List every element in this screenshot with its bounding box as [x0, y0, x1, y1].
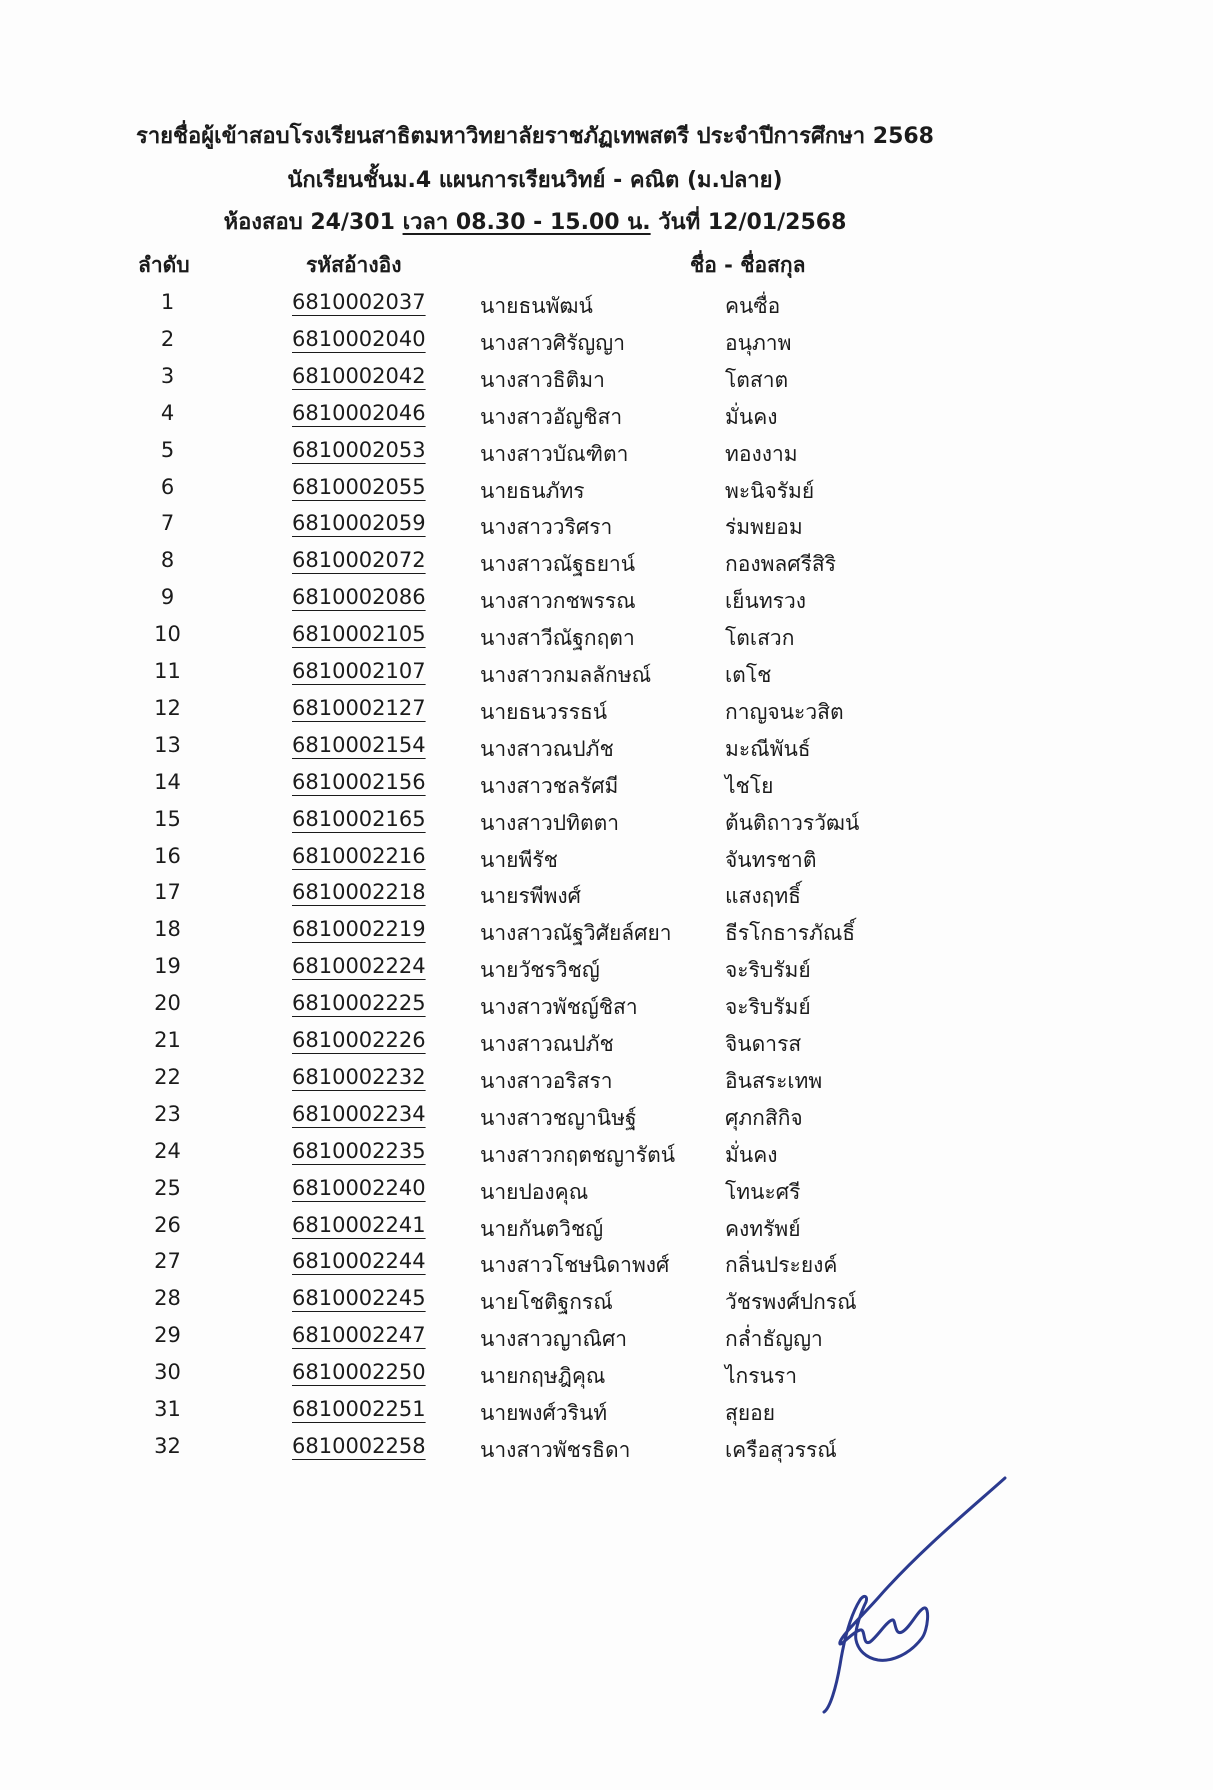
- reference-code: 6810002216: [292, 843, 426, 868]
- table-row: [0, 729, 1213, 771]
- table-row: [0, 471, 1213, 513]
- student-first-name: นางสาวปทิตตา: [480, 810, 620, 835]
- student-last-name: แสงฤทธิ์: [725, 884, 801, 909]
- table-row: [0, 1172, 1213, 1214]
- student-last-name: โทนะศรี: [725, 1179, 801, 1204]
- student-last-name: ไกรนรา: [725, 1364, 797, 1389]
- student-first-name: นางสาวณปภัช: [480, 736, 614, 761]
- student-first-name: นางสาวกฤตชญารัตน์: [480, 1142, 676, 1167]
- student-first-name: นางสาวอริสรา: [480, 1068, 613, 1093]
- student-last-name: จันทรชาติ: [725, 847, 817, 872]
- row-number: 3: [160, 363, 175, 388]
- row-number: 14: [154, 769, 181, 794]
- table-row: [0, 397, 1213, 439]
- row-number: 20: [154, 991, 181, 1016]
- column-header-name: ชื่อ - ชื่อสกุล: [690, 253, 806, 277]
- column-header-code: รหัสอ้างอิง: [306, 253, 402, 277]
- table-row: [0, 1135, 1213, 1177]
- student-last-name: จินดารส: [725, 1032, 802, 1056]
- table-row: [0, 840, 1213, 882]
- student-first-name: นายกฤษฎิคุณ: [480, 1364, 606, 1389]
- row-number: 23: [154, 1101, 181, 1126]
- student-first-name: นางสาวพัชญ์ชิสา: [480, 995, 638, 1020]
- student-first-name: นางสาวศิรัญญา: [480, 330, 625, 355]
- table-row: [0, 1098, 1213, 1140]
- row-number: 19: [154, 954, 181, 979]
- row-number: 2: [160, 326, 175, 351]
- student-first-name: นางสาวบัณฑิตา: [480, 441, 629, 466]
- reference-code: 6810002105: [292, 622, 426, 647]
- student-last-name: โตสาต: [725, 367, 789, 392]
- table-row: [0, 286, 1213, 328]
- student-first-name: นายวัชรวิชญ์: [480, 958, 600, 983]
- student-first-name: นางสาวชลรัศมี: [480, 773, 619, 798]
- row-number: 1: [160, 290, 175, 314]
- table-row: [0, 581, 1213, 623]
- student-last-name: กาญจนะวสิต: [725, 699, 844, 724]
- student-first-name: นางสาวธิติมา: [480, 367, 605, 392]
- row-number: 17: [154, 880, 181, 905]
- student-first-name: นายพงศ์วรินท์: [480, 1401, 608, 1425]
- student-first-name: นางสาวโชษนิดาพงศ์: [480, 1253, 670, 1278]
- student-last-name: อนุภาพ: [725, 330, 792, 355]
- reference-code: 6810002235: [292, 1138, 426, 1163]
- reference-code: 6810002258: [292, 1433, 426, 1458]
- row-number: 5: [160, 437, 175, 462]
- student-last-name: ทองงาม: [725, 441, 798, 466]
- student-last-name: จะริบรัมย์: [725, 958, 811, 983]
- table-row: [0, 1024, 1213, 1066]
- student-first-name: นางสาวณัฐธยาน์: [480, 552, 636, 577]
- reference-code: 6810002224: [292, 954, 426, 979]
- table-row: [0, 913, 1213, 955]
- student-last-name: พะนิจรัมย์: [725, 478, 815, 503]
- student-last-name: สุยอย: [725, 1401, 776, 1425]
- student-first-name: นายพีรัช: [480, 847, 558, 872]
- student-first-name: นางสาวีณัฐกฤตา: [480, 626, 635, 651]
- reference-code: 6810002154: [292, 732, 426, 757]
- student-last-name: อินสระเทพ: [725, 1068, 823, 1093]
- student-last-name: กล่ำธัญญา: [725, 1327, 823, 1352]
- student-last-name: ต้นติถาวรวัฒน์: [725, 810, 860, 835]
- reference-code: 6810002072: [292, 548, 426, 573]
- row-number: 10: [154, 622, 181, 647]
- student-first-name: นางสาววริศรา: [480, 515, 613, 540]
- student-first-name: นายธนวรรธน์: [480, 699, 608, 724]
- student-last-name: คงทรัพย์: [725, 1216, 801, 1241]
- student-last-name: คนซื่อ: [725, 294, 781, 318]
- student-last-name: เครือสุวรรณ์: [725, 1437, 837, 1462]
- reference-code: 6810002059: [292, 511, 426, 536]
- exam-session-info: [0, 204, 1070, 239]
- reference-code: 6810002218: [292, 880, 426, 905]
- reference-code: 6810002086: [292, 585, 426, 610]
- reference-code: 6810002055: [292, 474, 426, 499]
- row-number: 8: [160, 548, 175, 573]
- reference-code: 6810002046: [292, 400, 426, 425]
- row-number: 31: [154, 1397, 181, 1421]
- row-number: 12: [154, 695, 181, 720]
- student-last-name: ธีรโกธารภัณธิ์: [725, 921, 856, 946]
- row-number: 15: [154, 806, 181, 831]
- student-last-name: มั่นคง: [725, 1142, 778, 1167]
- student-first-name: นายธนภัทร: [480, 478, 585, 503]
- row-number: 30: [154, 1360, 181, 1385]
- row-number: 21: [154, 1028, 181, 1052]
- table-row: [0, 803, 1213, 845]
- student-first-name: นางสาวณัฐวิศัยล์ศยา: [480, 921, 672, 946]
- document-title: รายชื่อผู้เข้าสอบโรงเรียนสาธิตมหาวิทยาลัยราชภัฏเทพสตรี ประจำปีการศึกษา 2568: [136, 124, 934, 149]
- exam-room: ห้องสอบ 24/301: [223, 210, 395, 235]
- table-row: [0, 360, 1213, 402]
- student-last-name: วัชรพงศ์ปกรณ์: [725, 1290, 857, 1315]
- reference-code: 6810002040: [292, 326, 426, 351]
- student-first-name: นายกันตวิชญ์: [480, 1216, 604, 1241]
- table-row: [0, 987, 1213, 1029]
- reference-code: 6810002245: [292, 1286, 426, 1311]
- row-number: 7: [160, 511, 175, 536]
- row-number: 29: [154, 1323, 181, 1348]
- student-first-name: นางสาวชญานิษฐ์: [480, 1105, 637, 1130]
- student-first-name: นางสาวณปภัช: [480, 1032, 614, 1056]
- row-number: 18: [154, 917, 181, 942]
- student-last-name: เตโช: [725, 663, 772, 687]
- reference-code: 6810002156: [292, 769, 426, 794]
- row-number: 9: [160, 585, 175, 610]
- table-row: [0, 1209, 1213, 1251]
- student-first-name: นางสาวพัชรธิดา: [480, 1437, 631, 1462]
- table-row: [0, 1282, 1213, 1324]
- signature: [800, 1460, 1040, 1720]
- reference-code: 6810002219: [292, 917, 426, 942]
- row-number: 16: [154, 843, 181, 868]
- student-first-name: นางสาวอัญชิสา: [480, 404, 623, 429]
- student-last-name: มั่นคง: [725, 404, 778, 429]
- student-first-name: นายโชติฐกรณ์: [480, 1290, 613, 1315]
- student-last-name: ไชโย: [725, 773, 774, 798]
- row-number: 13: [154, 732, 181, 757]
- reference-code: 6810002225: [292, 991, 426, 1016]
- table-row: [0, 1356, 1213, 1398]
- table-row: [0, 1319, 1213, 1361]
- table-row: [0, 655, 1213, 697]
- student-last-name: กองพลศรีสิริ: [725, 552, 836, 577]
- reference-code: 6810002234: [292, 1101, 426, 1126]
- table-row: [0, 507, 1213, 549]
- row-number: 4: [160, 400, 175, 425]
- table-row: [0, 323, 1213, 365]
- row-number: 25: [154, 1175, 181, 1200]
- row-number: 6: [160, 474, 175, 499]
- student-last-name: โตเสวก: [725, 626, 795, 651]
- table-row: [0, 1061, 1213, 1103]
- table-row: [0, 618, 1213, 660]
- student-first-name: นางสาวญาณิศา: [480, 1327, 628, 1352]
- reference-code: 6810002232: [292, 1064, 426, 1089]
- document-subtitle: นักเรียนชั้นม.4 แผนการเรียนวิทย์ - คณิต (ม.ปลาย): [287, 168, 783, 193]
- reference-code: 6810002053: [292, 437, 426, 462]
- student-first-name: นายรพีพงศ์: [480, 884, 582, 909]
- exam-date: วันที่ 12/01/2568: [658, 210, 847, 235]
- student-last-name: ร่มพยอม: [725, 515, 803, 540]
- reference-code: 6810002250: [292, 1360, 426, 1385]
- reference-code: 6810002226: [292, 1028, 426, 1052]
- student-first-name: นายปองคุณ: [480, 1179, 589, 1204]
- table-row: [0, 434, 1213, 476]
- reference-code: 6810002107: [292, 659, 426, 683]
- table-row: [0, 766, 1213, 808]
- table-row: [0, 1245, 1213, 1287]
- exam-time: เวลา 08.30 - 15.00 น.: [402, 210, 651, 235]
- student-first-name: นางสาวกชพรรณ: [480, 589, 636, 614]
- row-number: 11: [154, 659, 181, 683]
- reference-code: 6810002247: [292, 1323, 426, 1348]
- table-row: [0, 692, 1213, 734]
- row-number: 24: [154, 1138, 181, 1163]
- student-first-name: นายธนพัฒน์: [480, 294, 593, 318]
- student-first-name: นางสาวกมลลักษณ์: [480, 663, 652, 687]
- table-row: [0, 1393, 1213, 1435]
- reference-code: 6810002037: [292, 290, 426, 314]
- reference-code: 6810002241: [292, 1212, 426, 1237]
- row-number: 26: [154, 1212, 181, 1237]
- reference-code: 6810002240: [292, 1175, 426, 1200]
- student-last-name: จะริบรัมย์: [725, 995, 811, 1020]
- student-last-name: เย็นทรวง: [725, 589, 807, 614]
- reference-code: 6810002165: [292, 806, 426, 831]
- reference-code: 6810002042: [292, 363, 426, 388]
- reference-code: 6810002127: [292, 695, 426, 720]
- table-row: [0, 544, 1213, 586]
- reference-code: 6810002244: [292, 1249, 426, 1274]
- row-number: 32: [154, 1433, 181, 1458]
- student-last-name: ศุภกสิกิจ: [725, 1105, 803, 1130]
- column-header-no: ลำดับ: [138, 253, 190, 277]
- table-row: [0, 950, 1213, 992]
- reference-code: 6810002251: [292, 1397, 426, 1421]
- student-last-name: มะณีพันธ์: [725, 736, 811, 761]
- student-last-name: กลิ่นประยงค์: [725, 1253, 838, 1278]
- row-number: 28: [154, 1286, 181, 1311]
- row-number: 22: [154, 1064, 181, 1089]
- row-number: 27: [154, 1249, 181, 1274]
- table-row: [0, 876, 1213, 918]
